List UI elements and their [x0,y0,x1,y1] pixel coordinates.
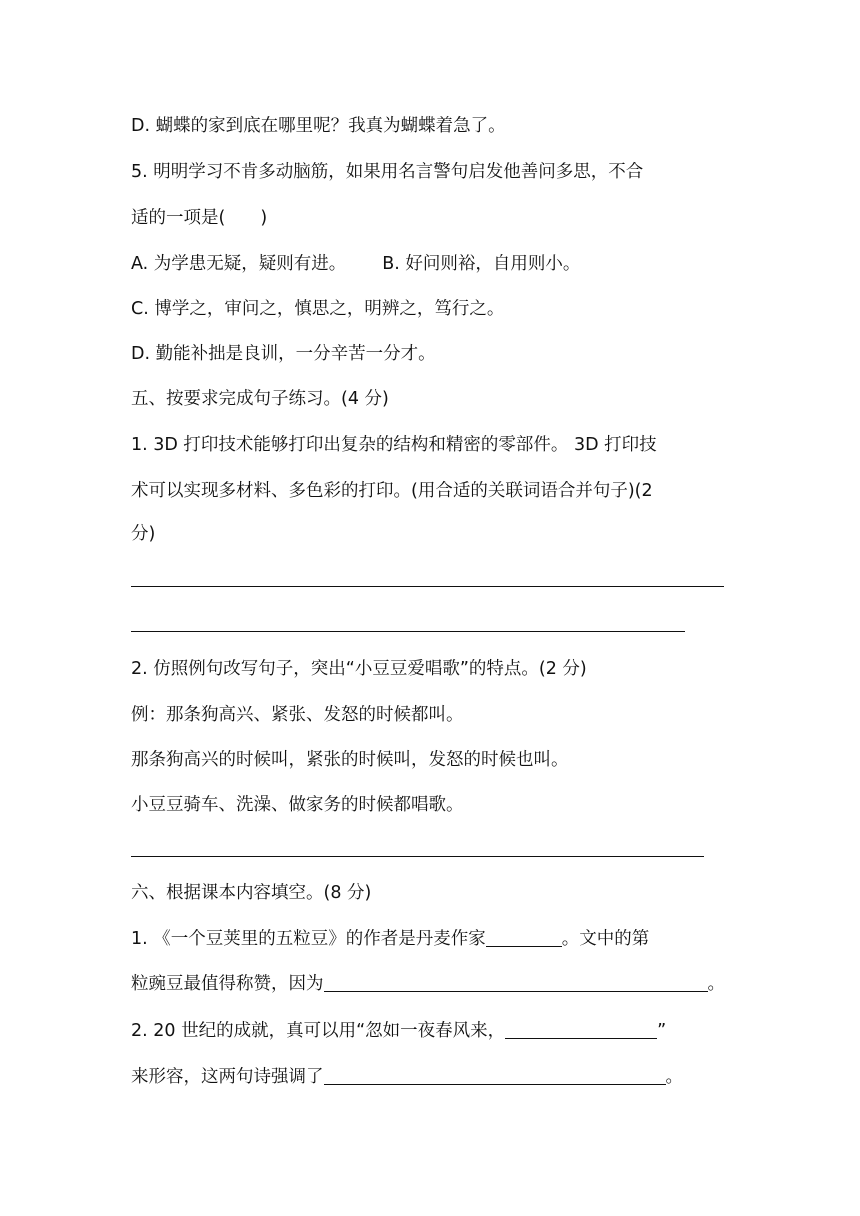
q5-stem-line1: 5. 明明学习不肯多动脑筋，如果用名言警句启发他善问多思，不合 [131,162,644,182]
q5-option-a: A. 为学患无疑，疑则有进。 [131,254,347,274]
s5-item1-answer-line-1[interactable] [131,586,724,587]
q4-option-d: D. 蝴蝶的家到底在哪里呢？我真为蝴蝶着急了。 [131,116,506,136]
section5-heading: 五、按要求完成句子练习。(4 分) [131,389,389,409]
s6-item1-reason-blank[interactable] [324,973,708,992]
s6-item2-line2 [131,1065,683,1089]
s6-item2-text-c: 来形容，这两句诗强调了 [131,1067,324,1087]
s6-item2-text-b: ” [657,1021,667,1041]
q5-stem-line2: 适的一项是( ) [131,208,268,228]
s6-item2-poem-blank[interactable] [505,1020,657,1039]
s5-item2-prompt: 小豆豆骑车、洗澡、做家务的时候都唱歌。 [131,795,464,815]
s6-item1-line1 [131,927,649,951]
s6-item2-text-d: 。 [665,1067,683,1087]
s5-item1-answer-line-2[interactable] [131,631,685,632]
s6-item1-text-d: 。 [707,974,725,994]
s6-item1-text-b: 。文中的第 [561,929,650,949]
s6-item1-author-blank[interactable] [486,928,562,947]
s5-item2-example: 例：那条狗高兴、紧张、发怒的时候都叫。 [131,705,464,725]
s5-item1-line3: 分) [131,524,156,544]
s5-item2-line1: 2. 仿照例句改写句子，突出“小豆豆爱唱歌”的特点。(2 分) [131,659,587,679]
s6-item1-text-c: 粒豌豆最值得称赞，因为 [131,974,324,994]
s5-item1-line1: 1. 3D 打印技术能够打印出复杂的结构和精密的零部件。 3D 打印技 [131,435,657,455]
s6-item2-emphasis-blank[interactable] [324,1066,666,1085]
q5-option-d: D. 勤能补拙是良训，一分辛苦一分才。 [131,344,436,364]
q5-options-ab [131,252,580,276]
q5-option-b: B. 好问则裕，自用则小。 [382,254,581,274]
s5-item2-answer-line[interactable] [131,856,704,857]
q5-option-c: C. 博学之，审问之，慎思之，明辨之，笃行之。 [131,299,505,319]
s5-item1-line2: 术可以实现多材料、多色彩的打印。(用合适的关联词语合并句子)(2 [131,481,653,501]
section6-heading: 六、根据课本内容填空。(8 分) [131,883,372,903]
s6-item2-text-a: 2. 20 世纪的成就，真可以用“忽如一夜春风来， [131,1021,506,1041]
s6-item1-line2 [131,972,725,996]
s5-item2-example-rewrite: 那条狗高兴的时候叫，紧张的时候叫，发怒的时候也叫。 [131,750,569,770]
s6-item1-text-a: 1. 《一个豆荚里的五粒豆》的作者是丹麦作家 [131,929,486,949]
s6-item2-line1 [131,1019,666,1043]
